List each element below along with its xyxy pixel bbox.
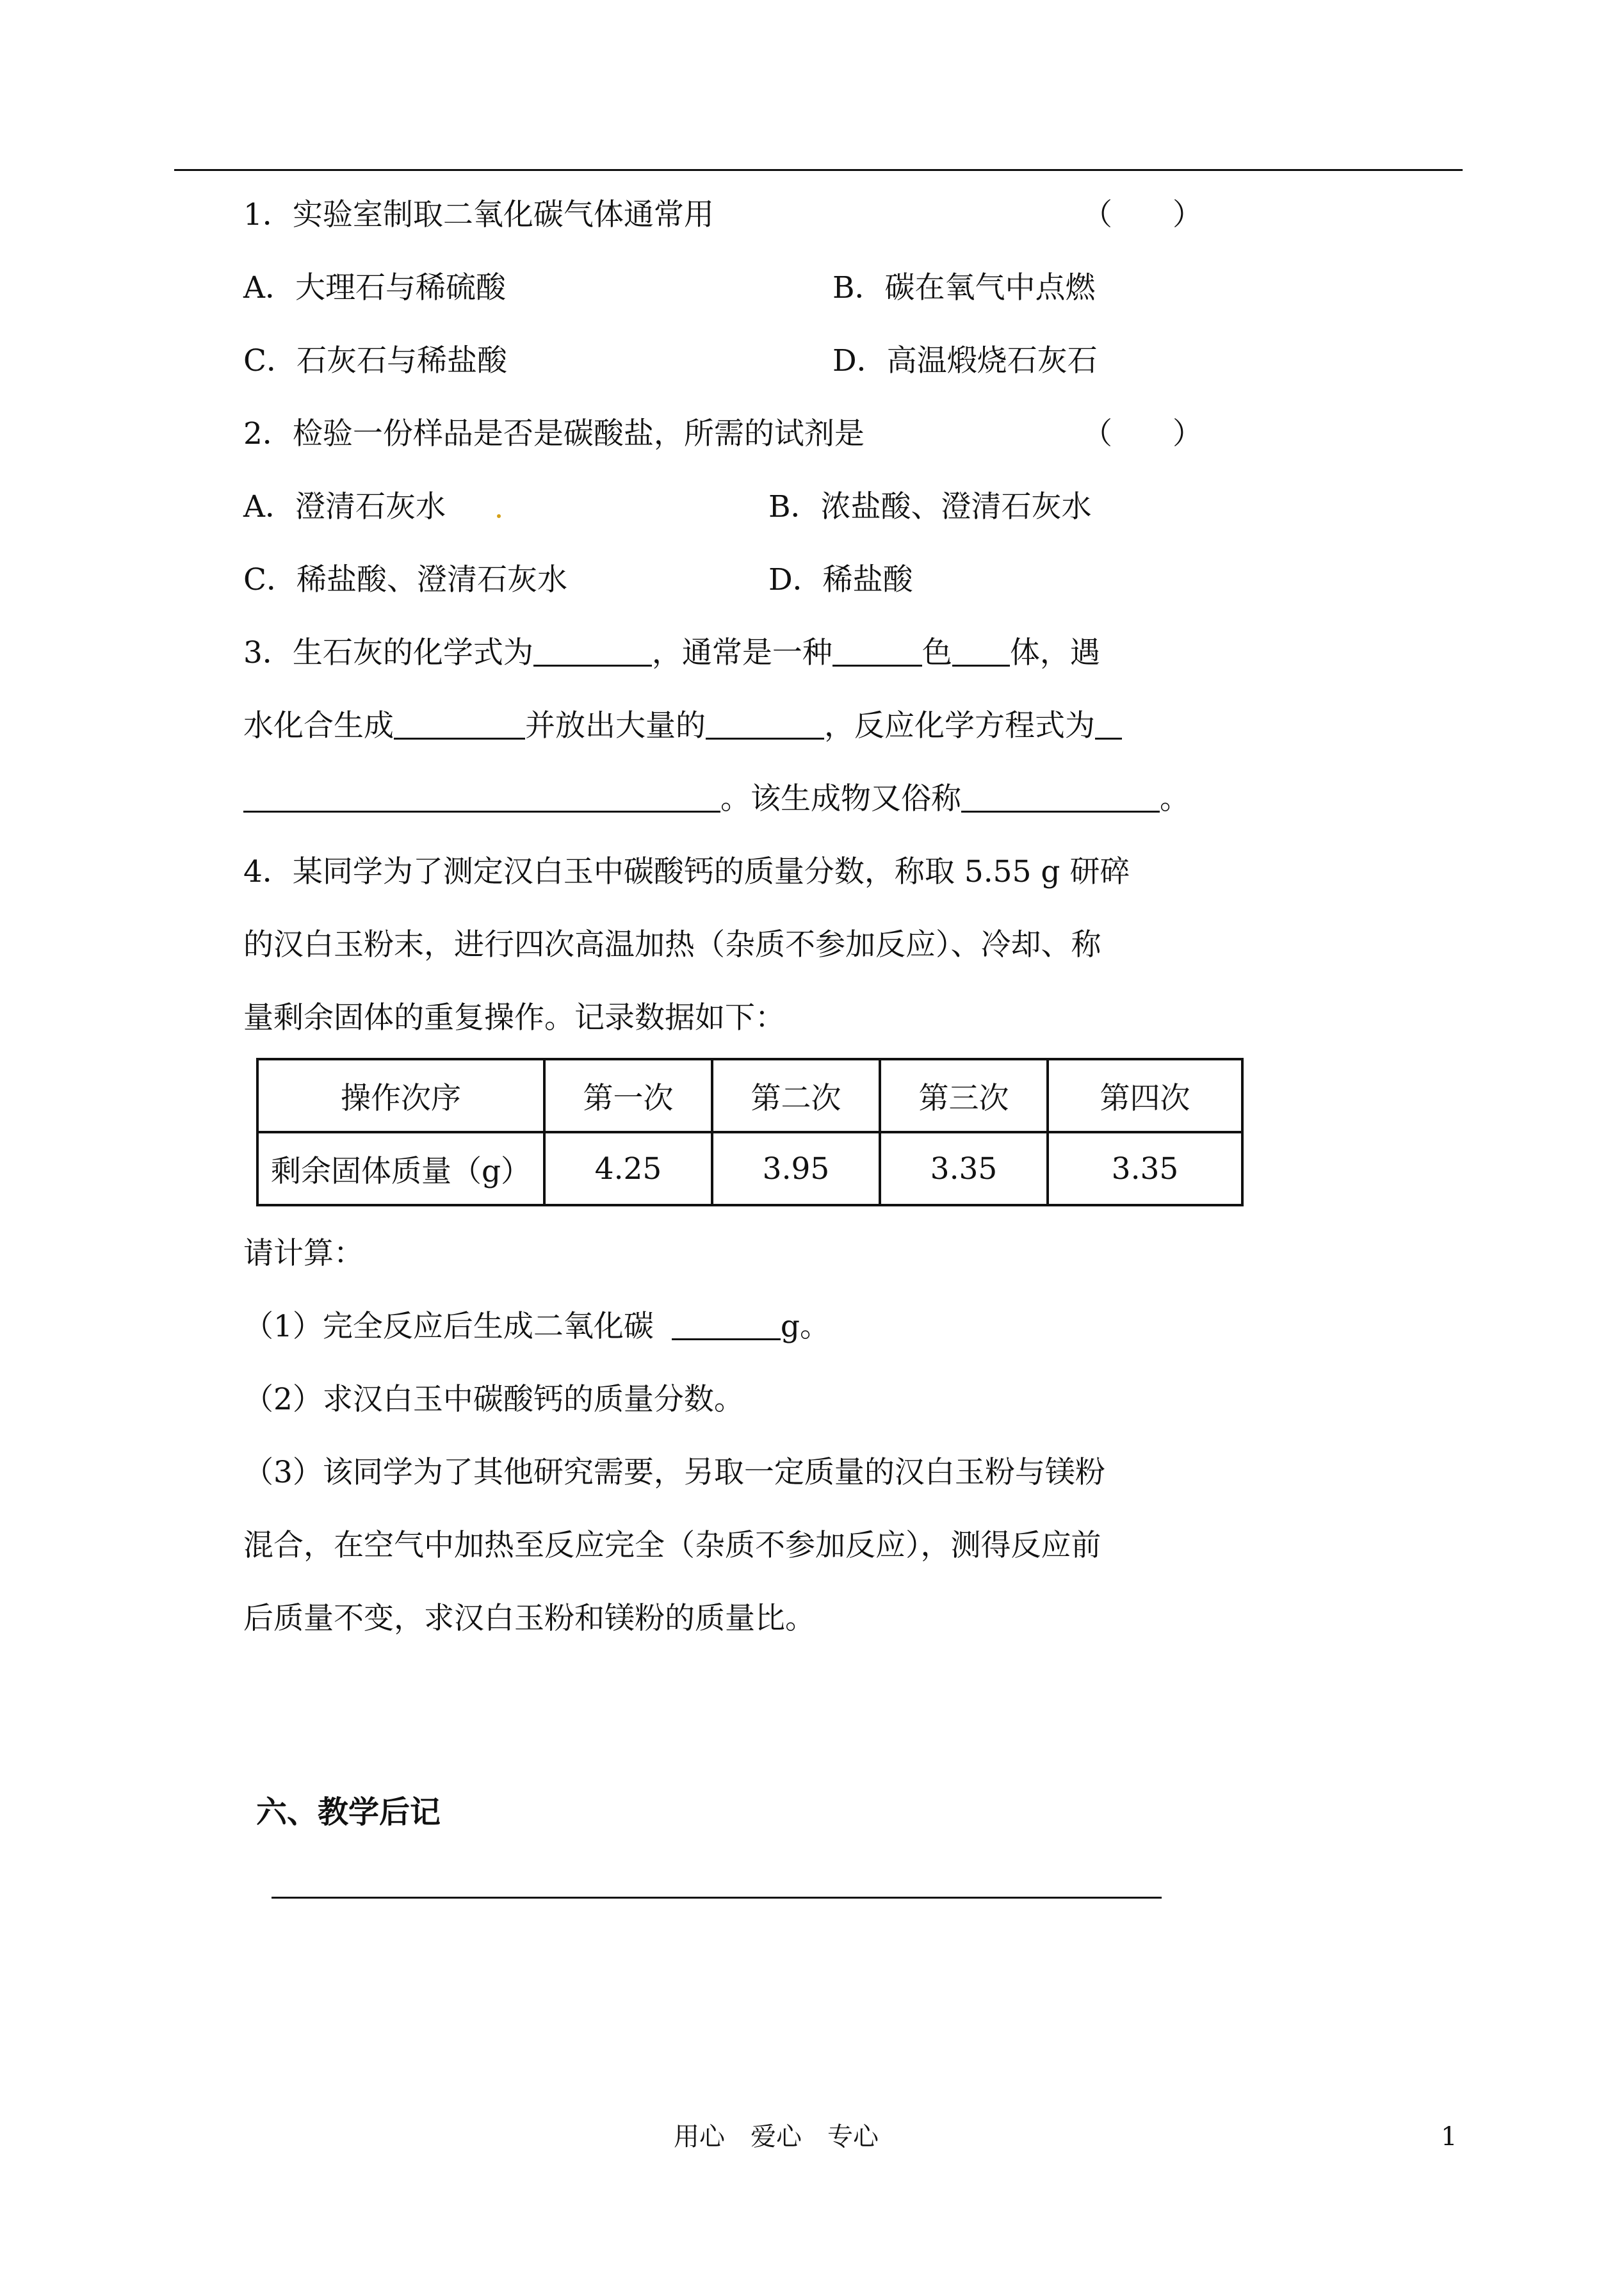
header-rule <box>174 169 1463 171</box>
notes-rule <box>272 1897 1162 1899</box>
table-cell: 剩余固体质量（g） <box>257 1132 544 1205</box>
section-6-heading: 六、教学后记 <box>256 1794 441 1830</box>
table-header-cell: 第三次 <box>880 1059 1048 1132</box>
table-cell: 3.95 <box>712 1132 880 1205</box>
q3-line-2: 水化合生成 并放出大量的 ，反应化学方程式为 <box>243 707 1122 745</box>
q1-option-d: D．高温煅烧石灰石 <box>832 343 1098 378</box>
q4-line-2: 的汉白玉粉末，进行四次高温加热（杂质不参加反应）、冷却、称 <box>243 927 1101 962</box>
q4-calc-label: 请计算： <box>243 1236 364 1271</box>
mark-dot <box>497 514 501 518</box>
table-header-cell: 第一次 <box>544 1059 712 1132</box>
table-header-cell: 第二次 <box>712 1059 880 1132</box>
q4-sub-3-line-2: 混合，在空气中加热至反应完全（杂质不参加反应），测得反应前 <box>243 1528 1101 1563</box>
q1-option-c: C．石灰石与稀盐酸 <box>243 343 507 378</box>
footer-motto: 用心 爱心 专心 <box>674 2122 879 2152</box>
table-row <box>257 1132 1242 1205</box>
q4-sub-3-line-3: 后质量不变，求汉白玉粉和镁粉的质量比。 <box>243 1601 815 1636</box>
page-number: 1 <box>1441 2122 1458 2152</box>
q1-stem: 1．实验室制取二氧化碳气体通常用 <box>243 197 714 232</box>
q3-blank-equation-start[interactable] <box>1095 710 1122 740</box>
table-cell: 3.35 <box>880 1132 1048 1205</box>
q3-blank-product[interactable] <box>394 710 525 740</box>
q3-blank-color[interactable] <box>832 637 922 667</box>
q3-blank-equation[interactable] <box>243 783 720 813</box>
table-header-row <box>257 1059 1242 1132</box>
q4-line-3: 量剩余固体的重复操作。记录数据如下： <box>243 1000 785 1035</box>
data-table <box>256 1058 1244 1206</box>
q4-blank-co2[interactable] <box>672 1310 781 1340</box>
q3-blank-heat[interactable] <box>706 710 824 740</box>
q4-sub-2: （2）求汉白玉中碳酸钙的质量分数。 <box>243 1382 744 1417</box>
q3-line-1: 3．生石灰的化学式为 ，通常是一种 色 体，遇 <box>243 635 1100 670</box>
q4-sub-1: （1）完全反应后生成二氧化碳 g。 <box>243 1309 830 1344</box>
q2-stem: 2．检验一份样品是否是碳酸盐，所需的试剂是 <box>243 416 865 451</box>
table-cell: 3.35 <box>1048 1132 1242 1205</box>
q3-line-3: 。该生成物又俗称 。 <box>243 780 1190 818</box>
table-header-cell: 第四次 <box>1048 1059 1242 1132</box>
q4-sub-3-line-1: （3）该同学为了其他研究需要，另取一定质量的汉白玉粉与镁粉 <box>243 1455 1105 1490</box>
table-cell: 4.25 <box>544 1132 712 1205</box>
q4-line-1: 4．某同学为了测定汉白玉中碳酸钙的质量分数，称取 5.55 g 研碎 <box>243 854 1130 889</box>
q2-option-a: A．澄清石灰水 <box>243 488 501 526</box>
q2-option-b: B．浓盐酸、澄清石灰水 <box>768 489 1092 524</box>
q3-blank-formula[interactable] <box>533 637 652 667</box>
q2-option-c: C．稀盐酸、澄清石灰水 <box>243 562 567 597</box>
q1-answer-paren[interactable]: （ ） <box>1082 197 1203 232</box>
table-header-cell: 操作次序 <box>257 1059 544 1132</box>
q1-option-b: B．碳在氧气中点燃 <box>832 270 1096 305</box>
q1-option-a: A．大理石与稀硫酸 <box>243 270 506 305</box>
q2-answer-paren[interactable]: （ ） <box>1082 416 1203 451</box>
q2-option-d: D．稀盐酸 <box>768 562 913 597</box>
q3-blank-common-name[interactable] <box>961 783 1160 813</box>
q3-blank-state[interactable] <box>952 637 1010 667</box>
